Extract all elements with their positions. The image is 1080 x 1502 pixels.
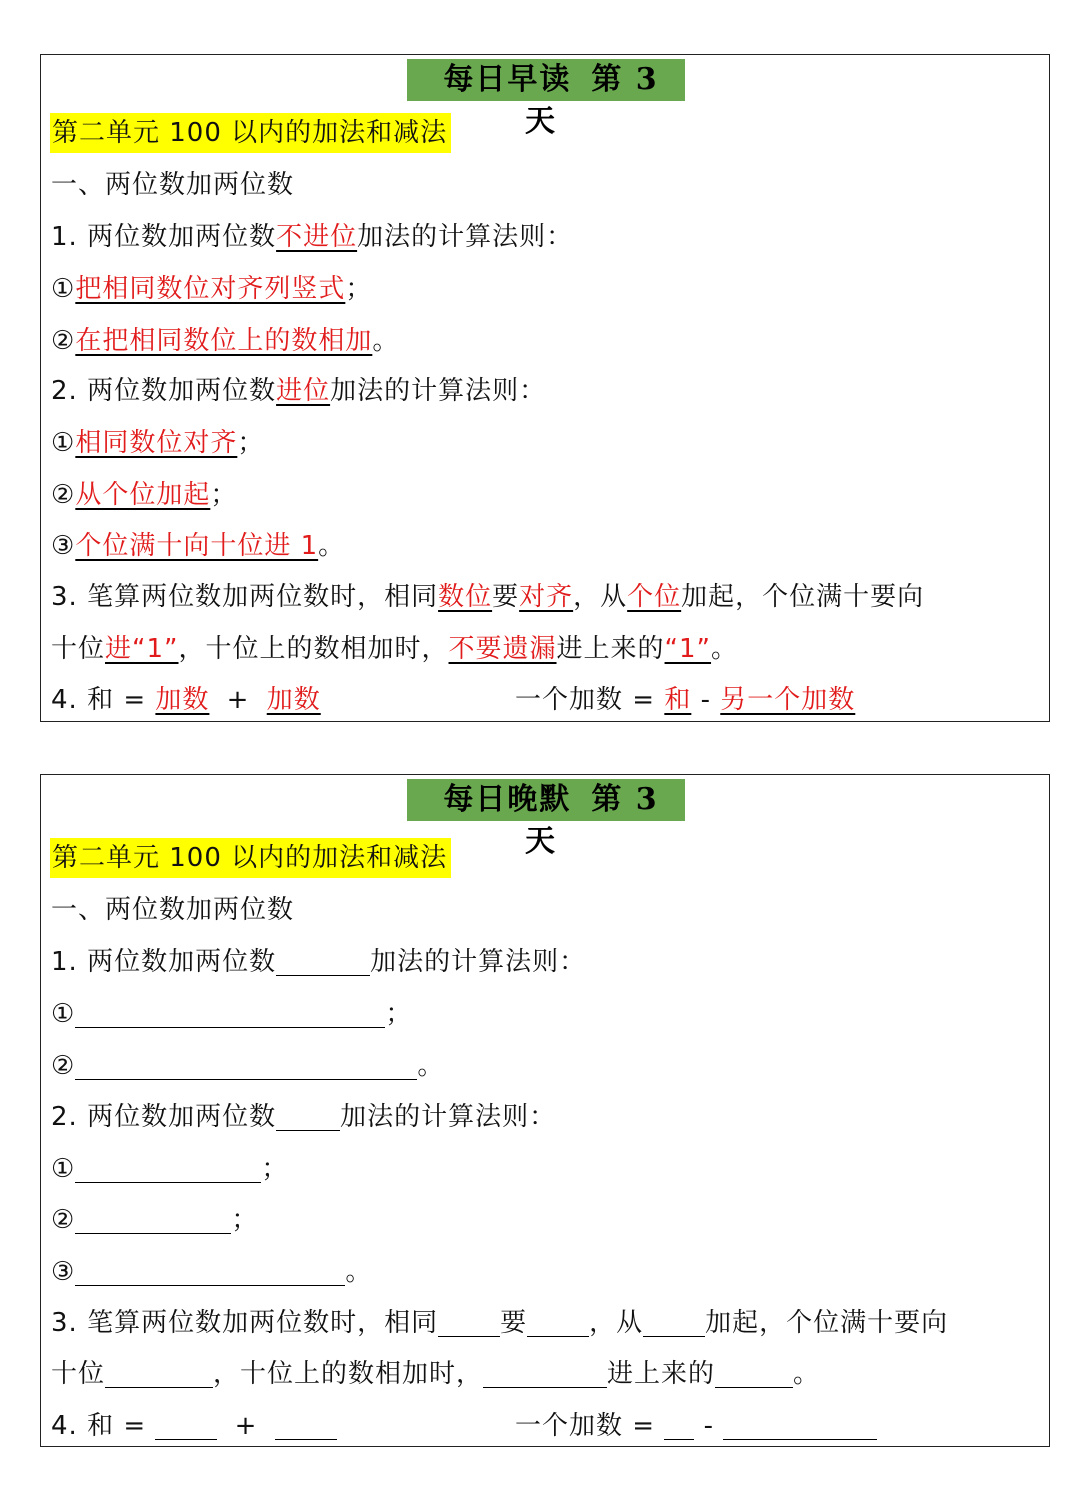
text: 。 — [793, 1359, 821, 1389]
text: 3. 笔算两位数加两位数时，相同 — [51, 1308, 439, 1338]
rule-1-step-1 — [51, 994, 412, 1034]
rule-2-line — [51, 371, 546, 411]
fill-blank[interactable] — [75, 1152, 261, 1183]
rule-2-answer: 进位 — [276, 376, 331, 406]
punctuation: ； — [385, 999, 413, 1029]
answer: “1” — [664, 634, 712, 664]
text: 进上来的 — [556, 634, 665, 664]
text: 要 — [492, 582, 520, 612]
punctuation: ； — [237, 428, 265, 458]
step-number: ② — [51, 1051, 76, 1081]
step-number: ① — [51, 999, 76, 1029]
minus-sign: - — [700, 685, 711, 715]
evening-title-label: 每日晚默 — [443, 782, 572, 817]
fill-blank[interactable] — [75, 1203, 231, 1234]
text: ，从 — [589, 1308, 644, 1338]
minus-sign: - — [703, 1411, 714, 1441]
step-number: ③ — [51, 531, 76, 561]
punctuation: ； — [210, 480, 238, 510]
text: ，十位上的数相加时， — [213, 1359, 484, 1389]
rule-1-suffix: 加法的计算法则： — [370, 947, 587, 977]
morning-title-label: 每日早读 — [443, 62, 572, 97]
punctuation: ； — [261, 1154, 289, 1184]
fill-blank[interactable] — [715, 1357, 793, 1388]
morning-reading-card — [40, 54, 1050, 722]
punctuation: 。 — [417, 1051, 445, 1081]
fill-blank[interactable] — [155, 1409, 217, 1440]
answer: 加数 — [155, 685, 210, 715]
rule-1-prefix: 1. 两位数加两位数 — [51, 222, 277, 252]
rule-2-step-1-answer: 相同数位对齐 — [75, 428, 238, 458]
rule-1-step-2 — [51, 321, 399, 361]
plus-sign: + — [234, 1411, 258, 1441]
rule-3-line-1 — [51, 577, 924, 617]
morning-title — [407, 59, 685, 139]
text: 4. 和 = — [51, 1411, 147, 1441]
step-number: ③ — [51, 1257, 76, 1287]
section-heading: 一、两位数加两位数 — [51, 170, 295, 200]
answer: 和 — [664, 685, 692, 715]
text: 加起，个位满十要向 — [705, 1308, 949, 1338]
unit-heading: 第二单元 100 以内的加法和减法 — [50, 838, 451, 878]
rule-2-step-3 — [51, 526, 345, 566]
text: 3. 笔算两位数加两位数时，相同 — [51, 582, 439, 612]
answer: 另一个加数 — [720, 685, 856, 715]
rule-4-left — [51, 680, 321, 720]
punctuation: 。 — [318, 531, 346, 561]
fill-blank[interactable] — [75, 997, 385, 1028]
unit-heading: 第二单元 100 以内的加法和减法 — [50, 113, 451, 153]
rule-1-step-1-answer: 把相同数位对齐列竖式 — [75, 274, 346, 304]
answer: 加数 — [266, 685, 321, 715]
rule-1-prefix: 1. 两位数加两位数 — [51, 947, 277, 977]
rule-2-step-3-answer: 个位满十向十位进 1 — [75, 531, 319, 561]
answer: 数位 — [438, 582, 493, 612]
text: ，十位上的数相加时， — [178, 634, 449, 664]
text: 。 — [711, 634, 739, 664]
rule-3-line-2 — [51, 1354, 820, 1394]
text: 一个加数 = — [515, 685, 656, 715]
rule-3-line-1 — [51, 1303, 948, 1343]
rule-4-right — [515, 680, 855, 720]
section-heading: 一、两位数加两位数 — [51, 895, 295, 925]
punctuation: 。 — [372, 326, 400, 356]
rule-1-step-1 — [51, 269, 372, 309]
rule-3-line-2 — [51, 629, 738, 669]
punctuation: 。 — [345, 1257, 373, 1287]
text: 十位 — [51, 634, 106, 664]
plus-sign: + — [226, 685, 250, 715]
rule-2-step-2 — [51, 475, 237, 515]
text: 4. 和 = — [51, 685, 147, 715]
rule-1-answer: 不进位 — [276, 222, 358, 252]
rule-4-right — [515, 1406, 877, 1446]
rule-2-step-2 — [51, 1200, 258, 1240]
answer: 进“1” — [105, 634, 179, 664]
fill-blank[interactable] — [527, 1306, 589, 1337]
step-number: ② — [51, 480, 76, 510]
fill-blank[interactable] — [75, 1049, 417, 1080]
answer: 个位 — [627, 582, 682, 612]
fill-blank[interactable] — [723, 1409, 877, 1440]
step-number: ② — [51, 1205, 76, 1235]
rule-2-suffix: 加法的计算法则： — [330, 376, 547, 406]
fill-blank[interactable] — [438, 1306, 500, 1337]
rule-1-line — [51, 217, 573, 257]
rule-1-suffix: 加法的计算法则： — [357, 222, 574, 252]
rule-2-prefix: 2. 两位数加两位数 — [51, 1102, 277, 1132]
rule-2-step-1 — [51, 1149, 288, 1189]
rule-1-step-2 — [51, 1046, 444, 1086]
rule-1-line — [51, 942, 586, 982]
text: 十位 — [51, 1359, 106, 1389]
evening-title — [407, 779, 685, 859]
answer: 不要遗漏 — [448, 634, 557, 664]
fill-blank[interactable] — [643, 1306, 705, 1337]
step-number: ① — [51, 428, 76, 458]
rule-2-line — [51, 1097, 556, 1137]
rule-2-step-2-answer: 从个位加起 — [75, 480, 211, 510]
step-number: ① — [51, 274, 76, 304]
rule-2-suffix: 加法的计算法则： — [340, 1102, 557, 1132]
answer: 对齐 — [519, 582, 574, 612]
text: 要 — [500, 1308, 528, 1338]
fill-blank[interactable] — [75, 1255, 345, 1286]
fill-blank[interactable] — [483, 1357, 607, 1388]
fill-blank[interactable] — [664, 1409, 694, 1440]
morning-day-label: 第 3 天 — [525, 62, 659, 139]
rule-2-prefix: 2. 两位数加两位数 — [51, 376, 277, 406]
rule-2-step-3 — [51, 1252, 372, 1292]
step-number: ② — [51, 326, 76, 356]
text: 加起，个位满十要向 — [681, 582, 925, 612]
rule-2-step-1 — [51, 423, 264, 463]
fill-blank[interactable] — [276, 945, 370, 976]
evening-day-label: 第 3 天 — [525, 782, 659, 859]
step-number: ① — [51, 1154, 76, 1184]
text: 进上来的 — [607, 1359, 716, 1389]
fill-blank[interactable] — [276, 1100, 340, 1131]
text: 一个加数 = — [515, 1411, 656, 1441]
punctuation: ； — [231, 1205, 259, 1235]
rule-1-step-2-answer: 在把相同数位上的数相加 — [75, 326, 373, 356]
text: ，从 — [573, 582, 628, 612]
evening-recall-card — [40, 774, 1050, 1447]
rule-4-left — [51, 1406, 337, 1446]
fill-blank[interactable] — [275, 1409, 337, 1440]
fill-blank[interactable] — [105, 1357, 213, 1388]
punctuation: ； — [345, 274, 373, 304]
